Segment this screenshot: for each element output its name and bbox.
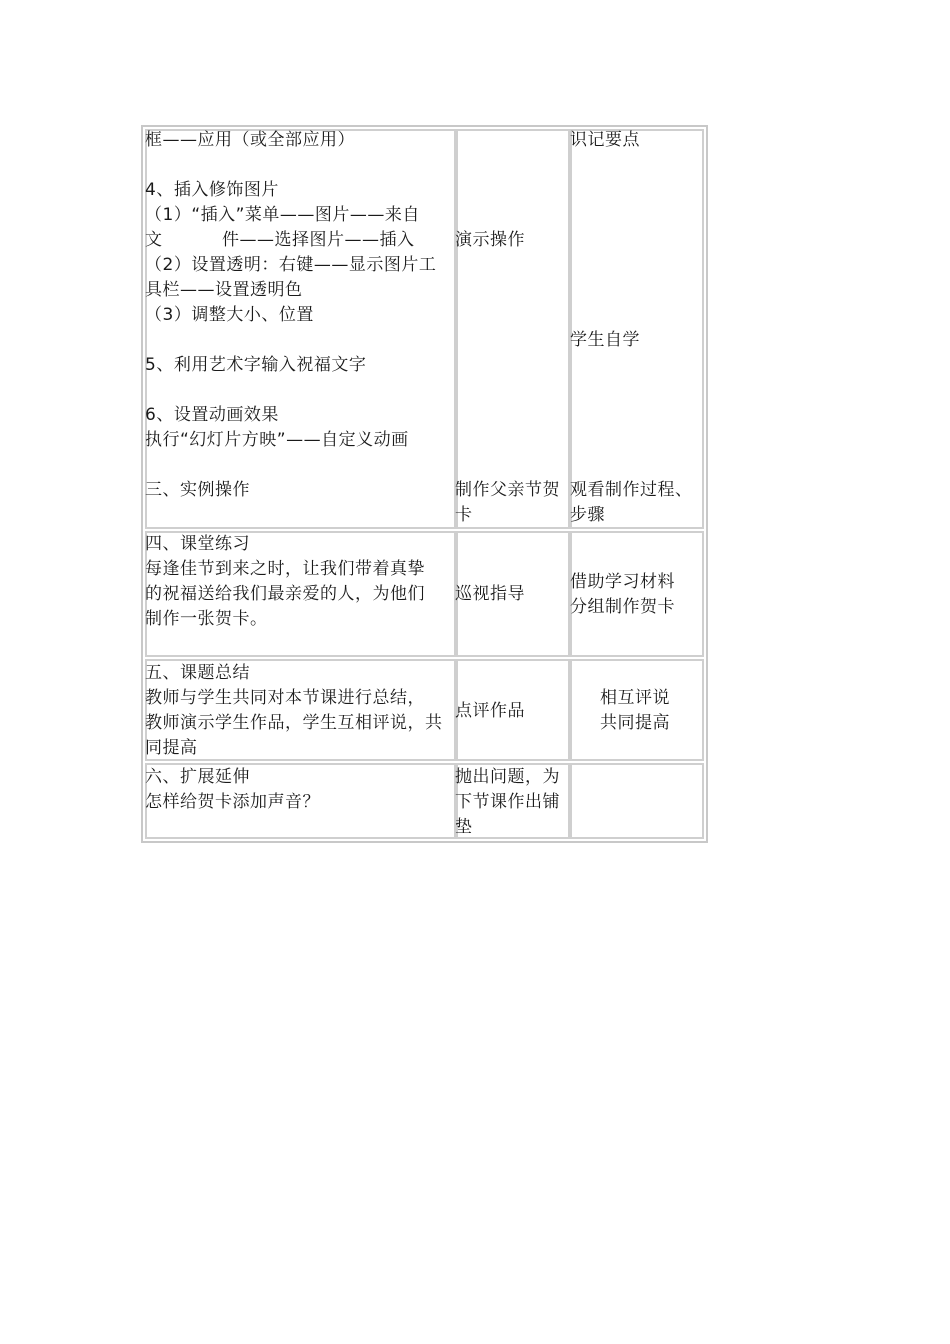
- step-4-sub2a: （2）设置透明：右键——显示图片工: [145, 255, 437, 275]
- section-4-line3: 制作一张贺卡。: [145, 609, 268, 629]
- step-6-title: 6、设置动画效果: [145, 405, 279, 425]
- student-watch-text-b: 步骤: [570, 505, 605, 525]
- step-5-title: 5、利用艺术字输入祝福文字: [145, 355, 367, 375]
- section-5-line3: 同提高: [145, 738, 198, 758]
- step-4-sub1b-left: 文: [145, 230, 163, 250]
- row4-student-cell: [570, 763, 704, 839]
- student-selfstudy-text: 学生自学: [570, 330, 640, 350]
- section-4-line2: 的祝福送给我们最亲爱的人，为他们: [145, 584, 425, 604]
- section-6-title: 六、扩展延伸: [145, 767, 250, 787]
- teacher-make-text-b: 卡: [455, 505, 473, 525]
- row1-teacher-cell: [456, 129, 570, 529]
- teacher-question-text-2: 下节课作出铺: [455, 792, 560, 812]
- step-4-sub1a: （1）“插入”菜单——图片——来自: [145, 205, 420, 225]
- section-5-line1: 教师与学生共同对本节课进行总结，: [145, 688, 425, 708]
- student-remember-text: 识记要点: [570, 130, 640, 150]
- step-4-title: 4、插入修饰图片: [145, 180, 279, 200]
- section-5-line2: 教师演示学生作品，学生互相评说，共: [145, 713, 443, 733]
- step-4-sub2b: 具栏——设置透明色: [145, 280, 303, 300]
- student-mutual-text-1: 相互评说: [600, 688, 670, 708]
- section-4-title: 四、课堂练习: [145, 534, 250, 554]
- teacher-review-text: 点评作品: [455, 701, 525, 721]
- teacher-question-text-1: 抛出问题，为: [455, 767, 560, 787]
- section-3-title: 三、实例操作: [145, 480, 250, 500]
- teacher-question-text-3: 垫: [455, 817, 473, 837]
- step-text: 框——应用（或全部应用）: [145, 130, 355, 150]
- teacher-demo-text: 演示操作: [455, 230, 525, 250]
- step-4-sub3: （3）调整大小、位置: [145, 305, 314, 325]
- section-6-line1: 怎样给贺卡添加声音？: [145, 792, 320, 812]
- student-group-text-2: 分组制作贺卡: [570, 597, 675, 617]
- step-6-sub: 执行“幻灯片方映”——自定义动画: [145, 430, 409, 450]
- step-4-sub1b-right: 件——选择图片——插入: [222, 230, 415, 250]
- teacher-patrol-text: 巡视指导: [455, 584, 525, 604]
- student-mutual-text-2: 共同提高: [600, 713, 670, 733]
- student-watch-text-a: 观看制作过程、: [570, 480, 693, 500]
- teacher-make-text-a: 制作父亲节贺: [455, 480, 560, 500]
- section-5-title: 五、课题总结: [145, 663, 250, 683]
- student-group-text-1: 借助学习材料: [570, 572, 675, 592]
- section-4-line1: 每逢佳节到来之时，让我们带着真挚: [145, 559, 425, 579]
